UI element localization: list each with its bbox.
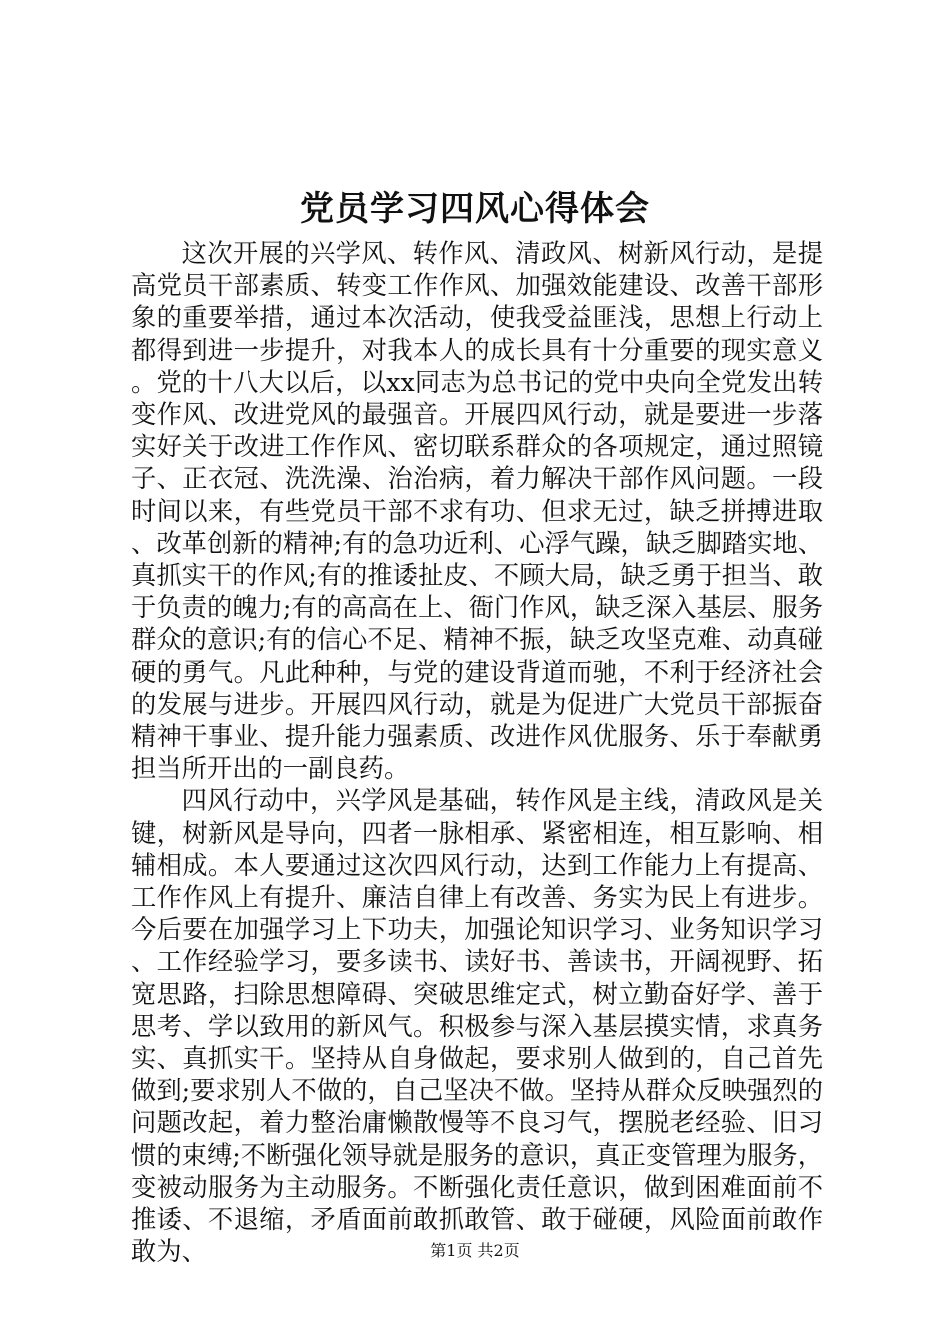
document-body bbox=[131, 238, 823, 1269]
page-title: 党员学习四风心得体会 bbox=[300, 189, 650, 229]
page-footer: 第1页 共2页 bbox=[430, 1241, 520, 1260]
paragraph-1: 这次开展的兴学风、转作风、清政风、树新风行动，是提高党员干部素质、转变工作作风、加强效能建设、改善干部形象的重要举措，通过本次活动，使我受益匪浅，思想上行动上都得到进一步提升，对我本人的成长具有十分重要的现实意义。党的十八大以后，以xx同志为总书记的党中央向全党发出转变作风、改进党风的最强音。开展四风行动，就是要进一步落实好关于改进工作作风、密切联系群众的各项规定，通过照镜子、正衣冠、洗洗澡、治治病，着力解决干部作风问题。一段时间以来，有些党员干部不求有功、但求无过，缺乏拼搏进取、改革创新的精神;有的急功近利、心浮气躁，缺乏脚踏实地、真抓实干的作风;有的推诿扯皮、不顾大局，缺乏勇于担当、敢于负责的魄力;有的高高在上、衙门作风，缺乏深入基层、服务群众的意识;有的信心不足、精神不振，缺乏攻坚克难、动真碰硬的勇气。凡此种种，与党的建设背道而驰，不利于经济社会的发展与进步。开展四风行动，就是为促进广大党员干部振奋精神干事业、提升能力强素质、改进作风优服务、乐于奉献勇担当所开出的一副良药。 bbox=[131, 239, 823, 784]
paragraph-2: 四风行动中，兴学风是基础，转作风是主线，清政风是关键，树新风是导向，四者一脉相承、紧密相连，相互影响、相辅相成。本人要通过这次四风行动，达到工作能力上有提高、工作作风上有提升、廉洁自律上有改善、务实为民上有进步。今后要在加强学习上下功夫，加强论知识学习、业务知识学习、工作经验学习，要多读书、读好书、善读书，开阔视野、拓宽思路，扫除思想障碍、突破思维定式，树立勤奋好学、善于思考、学以致用的新风气。积极参与深入基层摸实情，求真务实、真抓实干。坚持从自身做起，要求别人做到的，自己首先做到;要求别人不做的，自己坚决不做。坚持从群众反映强烈的问题改起，着力整治庸懒散慢等不良习气，摆脱老经验、旧习惯的束缚;不断强化领导就是服务的意识，真正变管理为服务，变被动服务为主动服务。不断强化责任意识，做到困难面前不推诿、不退缩，矛盾面前敢抓敢管、敢于碰硬，风险面前敢作敢为、 bbox=[131, 786, 823, 1267]
